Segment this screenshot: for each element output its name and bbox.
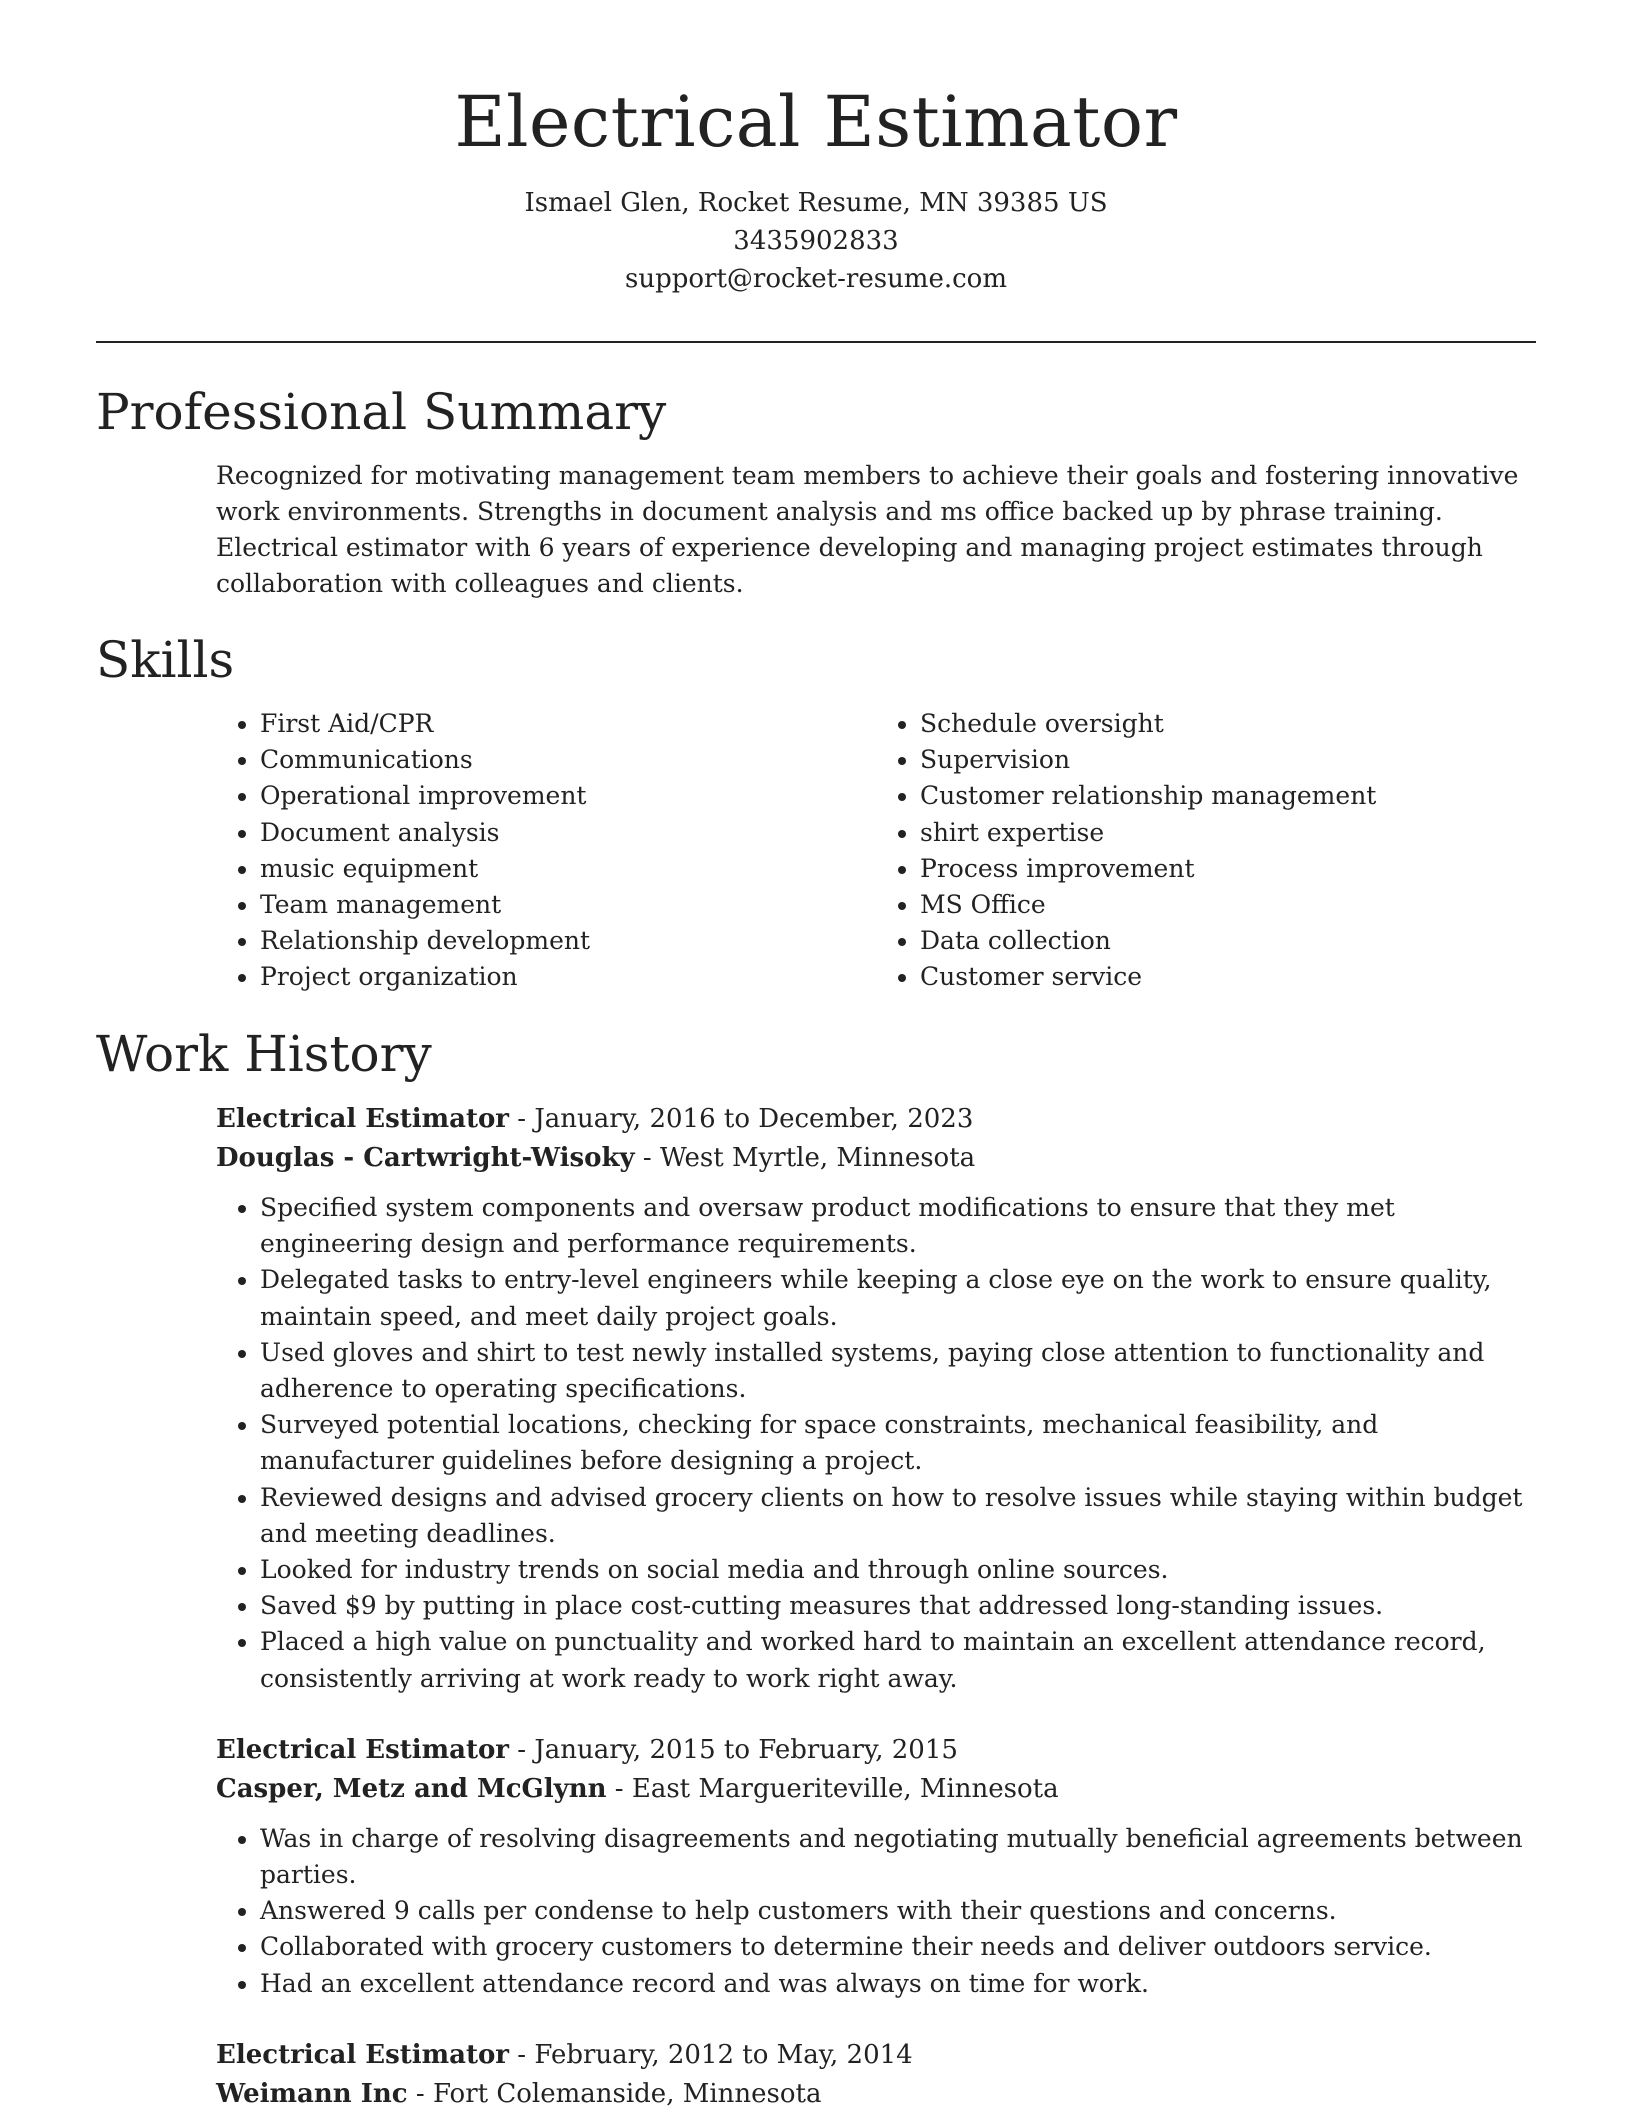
job-entry xyxy=(216,2036,1536,2114)
header-divider xyxy=(96,341,1536,343)
skill-item: • Process improvement xyxy=(920,851,1536,887)
skill-item: • Customer relationship management xyxy=(920,778,1536,814)
candidate-title: Electrical Estimator xyxy=(454,81,1178,163)
work-body xyxy=(216,1100,1536,2114)
job-bullet: • Looked for industry trends on social media and through online sources. xyxy=(260,1552,1536,1588)
job-bullet: • Specified system components and oversaw product modifications to ensure that they met engineering design and performance requirements. xyxy=(260,1190,1536,1262)
job-entry xyxy=(216,1100,1536,1697)
skill-item: • Relationship development xyxy=(260,923,876,959)
summary-text: Recognized for motivating management team members to achieve their goals and fostering innovative work environments. Strengths in document analysis and ms office backed up by phrase training. Electrical estimator with 6 years of experience developing and managing project estimates through collaboration with colleagues and clients. xyxy=(216,461,1519,598)
skill-item: • MS Office xyxy=(920,887,1536,923)
skill-item: • music equipment xyxy=(260,851,876,887)
skill-item: • Supervision xyxy=(920,742,1536,778)
skill-item: • shirt expertise xyxy=(920,815,1536,851)
job-entry xyxy=(216,1731,1536,2002)
job-bullet: • Surveyed potential locations, checking for space constraints, mechanical feasibility, and manufacturer guidelines before designing a project. xyxy=(260,1407,1536,1479)
job-bullet: • Was in charge of resolving disagreements and negotiating mutually beneficial agreements between parties. xyxy=(260,1821,1536,1893)
job-title-line xyxy=(216,1100,1536,1139)
job-bullet: • Placed a high value on punctuality and worked hard to maintain an excellent attendance record, consistently arriving at work ready to work right away. xyxy=(260,1624,1536,1696)
job-bullet: • Had an excellent attendance record and was always on time for work. xyxy=(260,1966,1536,2002)
contact-block xyxy=(0,184,1632,298)
job-title: Electrical Estimator xyxy=(216,2039,510,2070)
job-dates: - January, 2016 to December, 2023 xyxy=(509,1104,974,1134)
job-bullets xyxy=(216,1821,1536,2002)
skill-item: • Communications xyxy=(260,742,876,778)
contact-phone: 3435902833 xyxy=(733,226,899,256)
section-title-skills: Skills xyxy=(96,631,235,689)
professional-summary-section xyxy=(96,382,1536,602)
skill-item: • Team management xyxy=(260,887,876,923)
job-bullet: • Saved $9 by putting in place cost-cutting measures that addressed long-standing issues. xyxy=(260,1588,1536,1624)
skill-item: • Operational improvement xyxy=(260,778,876,814)
job-bullet: • Reviewed designs and advised grocery clients on how to resolve issues while staying within budget and meeting deadlines. xyxy=(260,1480,1536,1552)
resume-header xyxy=(0,80,1632,298)
job-bullet: • Answered 9 calls per condense to help customers with their questions and concerns. xyxy=(260,1893,1536,1929)
skill-item: • Data collection xyxy=(920,923,1536,959)
skill-item: • First Aid/CPR xyxy=(260,706,876,742)
job-title-line xyxy=(216,1731,1536,1770)
job-location: - West Myrtle, Minnesota xyxy=(634,1143,976,1173)
job-company: Weimann Inc xyxy=(216,2078,408,2109)
work-history-section xyxy=(96,1024,1536,2114)
job-company-line xyxy=(216,1770,1536,1809)
job-dates: - January, 2015 to February, 2015 xyxy=(509,1734,958,1765)
skill-item: • Customer service xyxy=(920,959,1536,995)
section-title-summary: Professional Summary xyxy=(96,383,667,441)
job-bullet: • Used gloves and shirt to test newly installed systems, paying close attention to functionality and adherence to operating specifications. xyxy=(260,1335,1536,1407)
skills-grid xyxy=(216,706,1536,996)
skills-column-right xyxy=(876,706,1536,996)
job-company: Douglas - Cartwright-Wisoky xyxy=(216,1143,635,1173)
job-company-line xyxy=(216,1139,1536,1178)
skills-section xyxy=(96,630,1536,996)
skill-item: • Project organization xyxy=(260,959,876,995)
skills-column-left xyxy=(216,706,876,996)
job-company: Casper, Metz and McGlynn xyxy=(216,1773,607,1804)
job-company-line xyxy=(216,2075,1536,2114)
job-bullet: • Delegated tasks to entry-level engineers while keeping a close eye on the work to ensure quality, maintain speed, and meet daily project goals. xyxy=(260,1262,1536,1334)
summary-body xyxy=(216,458,1536,602)
job-dates: - February, 2012 to May, 2014 xyxy=(509,2039,913,2070)
skills-body xyxy=(216,706,1536,996)
section-title-work: Work History xyxy=(96,1025,432,1083)
job-location: - East Margueriteville, Minnesota xyxy=(606,1773,1059,1804)
job-bullets xyxy=(216,1190,1536,1697)
job-title: Electrical Estimator xyxy=(216,1104,510,1134)
job-title: Electrical Estimator xyxy=(216,1734,510,1765)
job-location: - Fort Colemanside, Minnesota xyxy=(407,2078,822,2109)
contact-address: Ismael Glen, Rocket Resume, MN 39385 US xyxy=(524,188,1108,218)
job-bullet: • Collaborated with grocery customers to determine their needs and deliver outdoors service. xyxy=(260,1929,1536,1965)
contact-email: support@rocket-resume.com xyxy=(624,264,1007,294)
skill-item: • Document analysis xyxy=(260,815,876,851)
job-title-line xyxy=(216,2036,1536,2075)
skill-item: • Schedule oversight xyxy=(920,706,1536,742)
